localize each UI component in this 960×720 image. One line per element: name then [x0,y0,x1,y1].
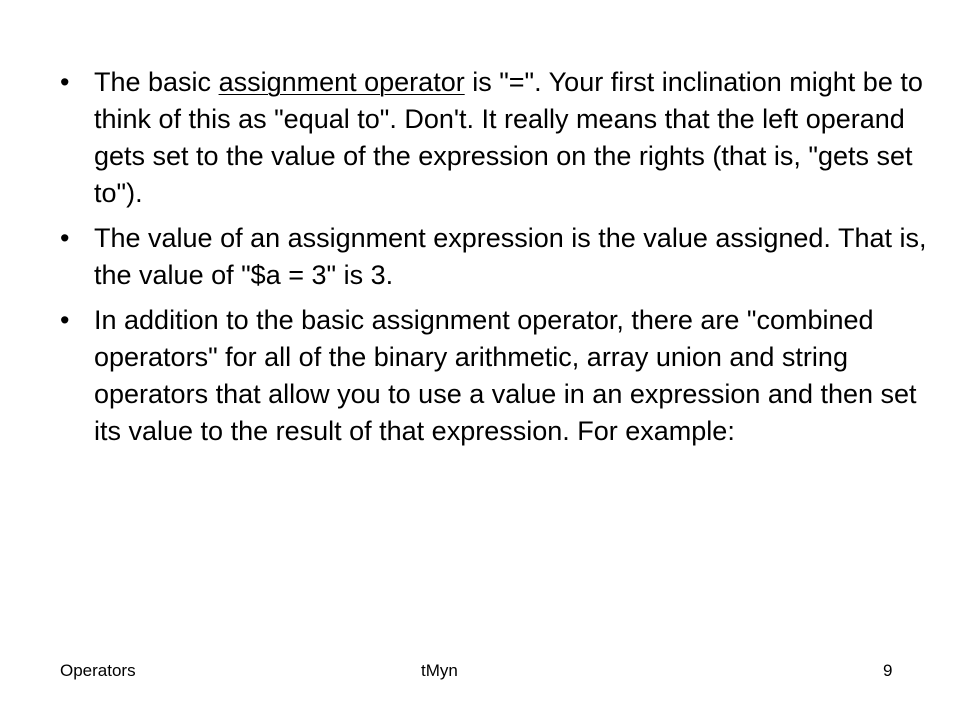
page-number: 9 [883,661,893,680]
slide-body [60,64,930,458]
bullet-item-combined-operators [60,302,930,450]
bullet-text-1b: is "=". Your first inclination might be to think of this as "equal to". Don't. It really means that the left operand gets set to the value of the expression on the rights (that is, "gets set to"). [94,67,923,208]
bullet-icon: • [60,223,70,253]
bullet-icon: • [60,305,70,335]
bullet-text-1a: The basic [94,67,219,97]
bullet-item-assignment-value [60,220,930,294]
bullet-item-assignment-operator [60,64,930,212]
footer-author: tMyn [421,661,458,680]
assignment-operator-link[interactable]: assignment operator [218,67,465,97]
bullet-text-2: The value of an assignment expression is the value assigned. That is, the value of "$a = 3" is 3. [94,223,927,290]
footer-title: Operators [60,661,136,680]
bullet-text-3: In addition to the basic assignment operator, there are "combined operators" for all of the binary arithmetic, array union and string operators that allow you to use a value in an expression and then set its value to the result of that expression. For example: [94,305,917,446]
bullet-icon: • [60,67,70,97]
